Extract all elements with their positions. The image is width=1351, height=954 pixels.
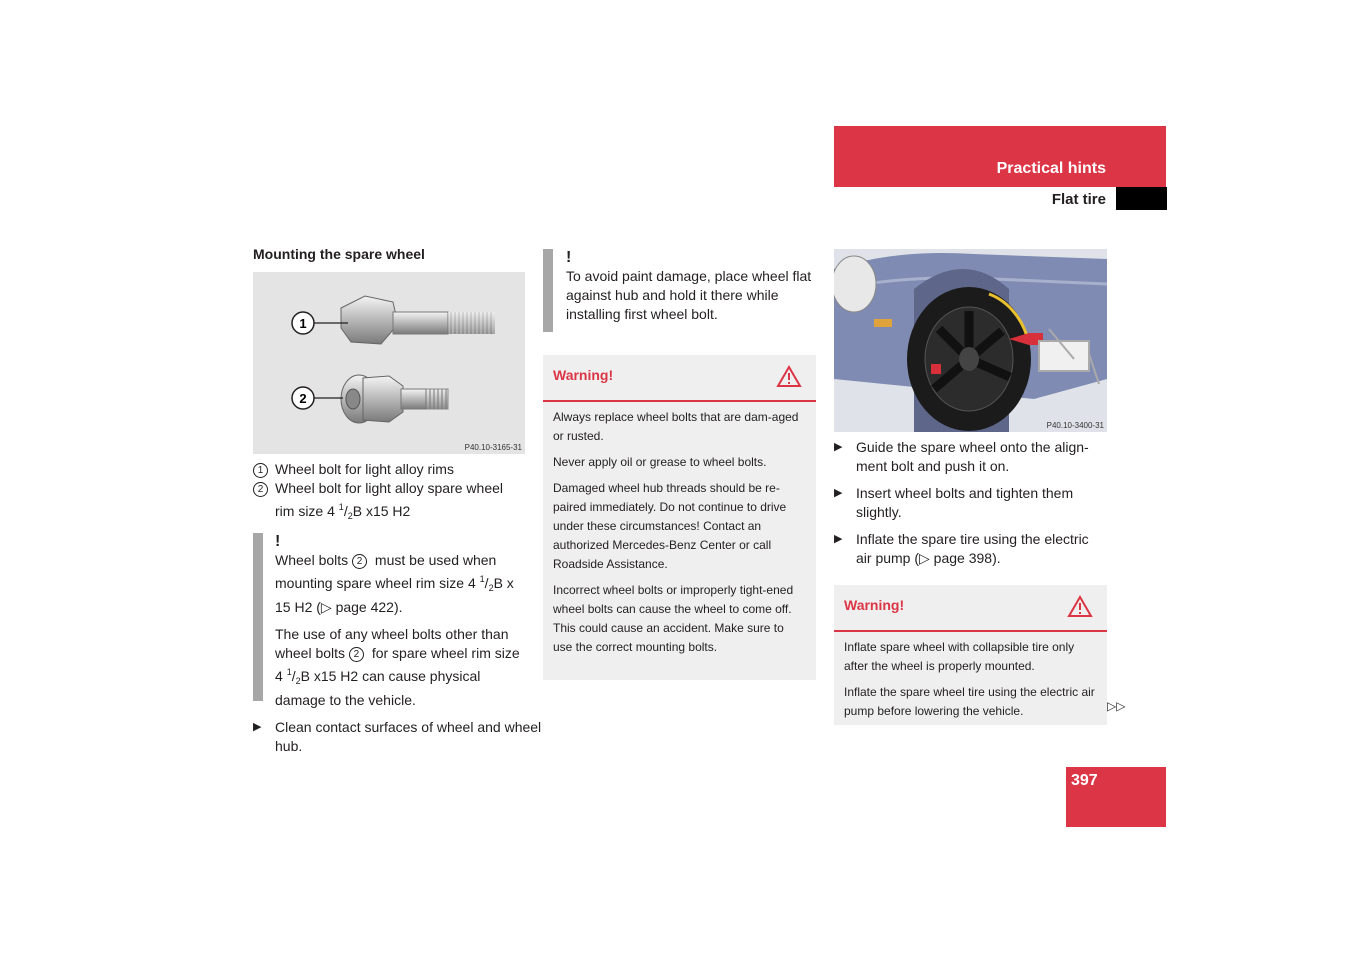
bullet-arrow-icon: ▶ <box>253 721 262 733</box>
section-title: Practical hints <box>996 160 1106 177</box>
note-mark: ! <box>275 533 281 550</box>
wheel-bolts-figure <box>253 272 525 454</box>
figure-legend <box>253 460 525 526</box>
warning-title: Warning! <box>844 597 905 613</box>
warning-box <box>543 355 816 680</box>
note-bar <box>543 249 553 332</box>
warning-box <box>834 585 1107 725</box>
figure-code: P40.10-3400-31 <box>1046 421 1104 430</box>
inline-number: 2 <box>352 554 367 569</box>
step-text: Inflate the spare tire using the electric air pump (▷ page 398). <box>856 531 1089 566</box>
inline-number: 2 <box>349 647 364 662</box>
legend-text: Wheel bolt for light alloy spare wheel rim size 4 <box>275 480 504 519</box>
callout-1: 1 <box>299 316 307 331</box>
wheel-bolts-illustration <box>253 272 525 454</box>
legend-item <box>253 479 525 526</box>
warning-title: Warning! <box>553 367 614 383</box>
section-heading: Mounting the spare wheel <box>253 246 425 262</box>
instruction-step <box>253 718 547 756</box>
instruction-step <box>834 530 1107 568</box>
instruction-step <box>834 484 1107 522</box>
spare-wheel-illustration <box>834 249 1107 432</box>
page-number: 397 <box>1071 772 1098 789</box>
warning-body <box>834 632 1107 734</box>
callout-2: 2 <box>299 391 307 406</box>
legend-text: Wheel bolt for light alloy rims <box>275 461 454 477</box>
warning-header <box>834 585 1107 632</box>
bullet-arrow-icon: ▶ <box>834 487 843 499</box>
figure-code: P40.10-3165-31 <box>464 443 522 452</box>
fraction-denominator: 2 <box>347 511 353 521</box>
warning-triangle-icon <box>1067 595 1093 618</box>
warning-triangle-icon <box>776 365 802 388</box>
note-box <box>566 248 816 324</box>
warning-paragraph: Always replace wheel bolts that are dam-aged or rusted. <box>553 410 799 443</box>
step-text: Insert wheel bolts and tighten them slightly. <box>856 485 1074 520</box>
instruction-steps <box>834 438 1107 576</box>
header-black-tab <box>1116 187 1167 210</box>
warning-paragraph: Damaged wheel hub threads should be re-paired immediately. Do not continue to drive under these circumstances! Contact an authorized Mercedes-Benz Center or call Roadside Assistance. <box>553 481 787 571</box>
step-text: Clean contact surfaces of wheel and wheel hub. <box>275 719 542 754</box>
fraction-numerator: 1 <box>338 502 344 512</box>
fraction-slash: / <box>343 503 348 519</box>
warning-paragraph: Inflate spare wheel with collapsible tire only after the wheel is properly mounted. <box>844 640 1075 673</box>
note-paragraph: Wheel bolts 2 must be used when mounting spare wheel rim size 4 $^1/_2B$ x 15 H2 (▷ page 422). <box>275 552 514 615</box>
bullet-arrow-icon: ▶ <box>834 441 843 453</box>
warning-paragraph: Incorrect wheel bolts or improperly tight-ened wheel bolts can cause the wheel to come off. This could cause an accident. Make sure to use the correct mounting bolts. <box>553 583 794 654</box>
step-text: Guide the spare wheel onto the align-ment bolt and push it on. <box>856 439 1089 474</box>
spare-wheel-figure <box>834 249 1107 432</box>
instruction-step <box>834 438 1107 476</box>
legend-text-end: B x15 H2 <box>352 503 411 519</box>
bullet-arrow-icon: ▶ <box>834 533 843 545</box>
warning-paragraph: Never apply oil or grease to wheel bolts. <box>553 455 767 469</box>
subsection-title: Flat tire <box>1051 191 1106 208</box>
legend-number: 1 <box>253 463 268 478</box>
legend-number: 2 <box>253 482 268 497</box>
note-mark: ! <box>566 249 572 266</box>
warning-paragraph: Inflate the spare wheel tire using the electric air pump before lowering the vehicle. <box>844 685 1095 718</box>
note-bar <box>253 533 263 701</box>
continued-arrows-icon: ▷▷ <box>1107 699 1126 713</box>
note-box <box>275 532 527 718</box>
note-paragraph: The use of any wheel bolts other than wheel bolts 2 for spare wheel rim size 4 $^1/_2B$ x15 H2 can cause physical damage to the vehicle. <box>275 626 520 708</box>
warning-header <box>543 355 816 402</box>
note-text: To avoid paint damage, place wheel flat against hub and hold it there while installing first wheel bolt. <box>566 268 812 322</box>
legend-item <box>253 460 525 479</box>
warning-body <box>543 402 816 670</box>
